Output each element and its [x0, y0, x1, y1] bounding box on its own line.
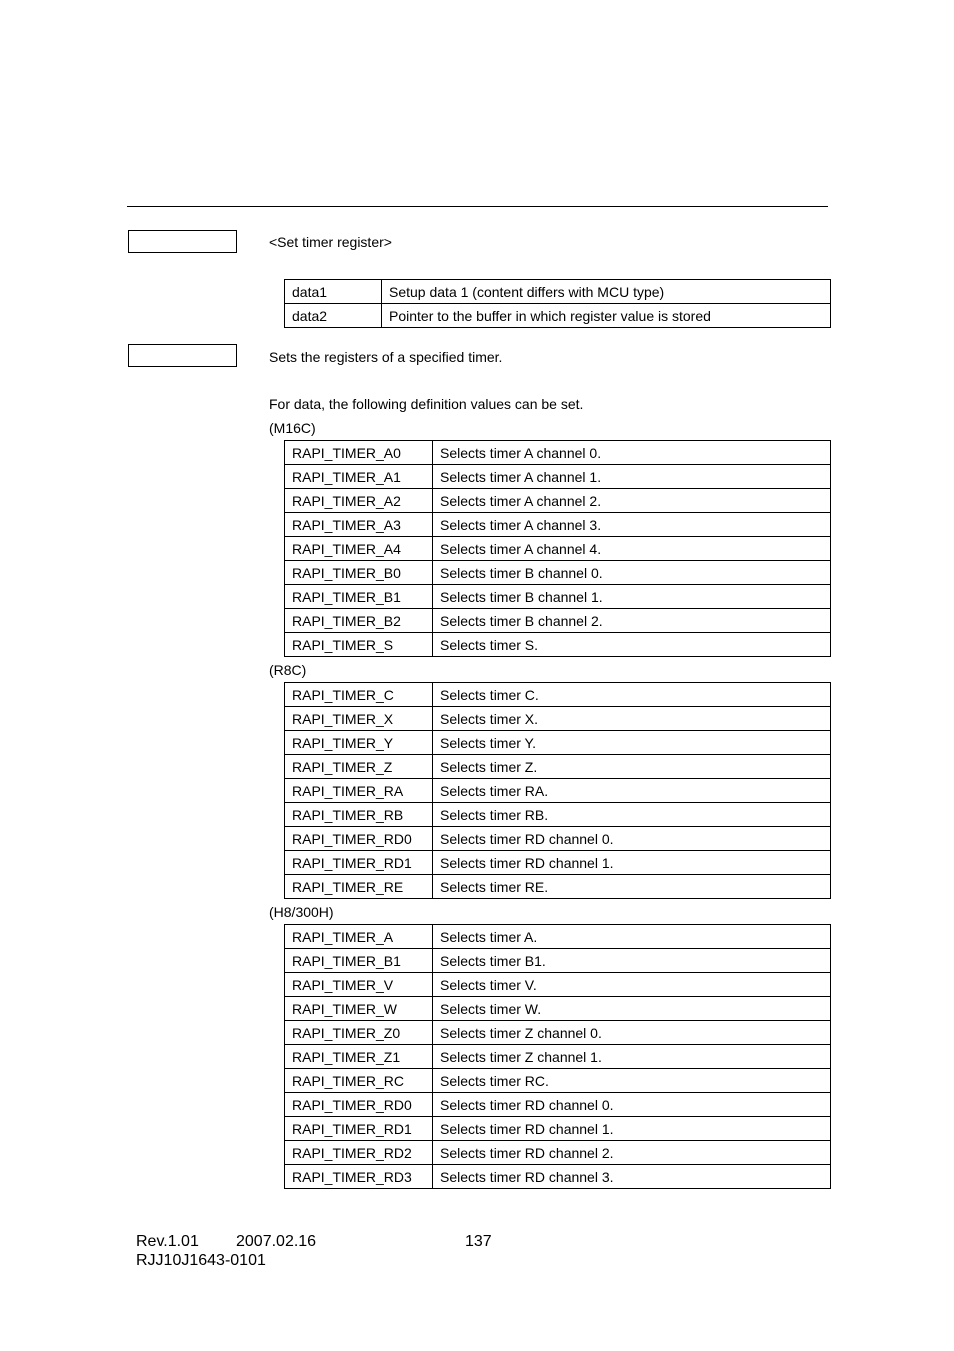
timer-desc: Selects timer RB.	[433, 803, 831, 827]
table-row	[285, 1117, 831, 1141]
footer-page-number: 137	[465, 1233, 492, 1250]
table-row	[285, 489, 831, 513]
timer-name: RAPI_TIMER_RD0	[285, 827, 433, 851]
timer-table-r8c	[284, 682, 831, 899]
timer-desc: Selects timer B channel 0.	[433, 561, 831, 585]
timer-name: RAPI_TIMER_RD1	[285, 851, 433, 875]
timer-desc: Selects timer RD channel 1.	[433, 851, 831, 875]
timer-desc: Selects timer C.	[433, 683, 831, 707]
param-desc: Pointer to the buffer in which register value is stored	[382, 304, 831, 328]
table-row	[285, 1069, 831, 1093]
timer-desc: Selects timer Z.	[433, 755, 831, 779]
timer-name: RAPI_TIMER_RD0	[285, 1093, 433, 1117]
timer-name: RAPI_TIMER_A3	[285, 513, 433, 537]
group-label-r8c: (R8C)	[269, 662, 307, 678]
description-line-1: Sets the registers of a specified timer.	[269, 349, 503, 365]
timer-name: RAPI_TIMER_Z0	[285, 1021, 433, 1045]
timer-desc: Selects timer V.	[433, 973, 831, 997]
timer-name: RAPI_TIMER_S	[285, 633, 433, 657]
timer-name: RAPI_TIMER_RA	[285, 779, 433, 803]
table-row	[285, 683, 831, 707]
timer-name: RAPI_TIMER_RB	[285, 803, 433, 827]
timer-name: RAPI_TIMER_RD1	[285, 1117, 433, 1141]
table-row	[285, 973, 831, 997]
timer-name: RAPI_TIMER_Z1	[285, 1045, 433, 1069]
table-row	[285, 779, 831, 803]
table-row	[285, 827, 831, 851]
group-label-m16c: (M16C)	[269, 420, 316, 436]
timer-desc: Selects timer A channel 2.	[433, 489, 831, 513]
timer-name: RAPI_TIMER_B2	[285, 609, 433, 633]
timer-table-m16c	[284, 440, 831, 657]
timer-name: RAPI_TIMER_B1	[285, 585, 433, 609]
table-row	[285, 537, 831, 561]
table-row	[285, 1021, 831, 1045]
table-row	[285, 731, 831, 755]
table-row	[285, 925, 831, 949]
timer-name: RAPI_TIMER_W	[285, 997, 433, 1021]
header-rule	[127, 206, 828, 207]
timer-desc: Selects timer W.	[433, 997, 831, 1021]
timer-desc: Selects timer B channel 2.	[433, 609, 831, 633]
timer-desc: Selects timer RD channel 2.	[433, 1141, 831, 1165]
table-row	[285, 1093, 831, 1117]
table-row	[285, 633, 831, 657]
table-row	[285, 755, 831, 779]
timer-name: RAPI_TIMER_C	[285, 683, 433, 707]
timer-name: RAPI_TIMER_B0	[285, 561, 433, 585]
timer-name: RAPI_TIMER_RE	[285, 875, 433, 899]
timer-desc: Selects timer RD channel 0.	[433, 827, 831, 851]
timer-desc: Selects timer B1.	[433, 949, 831, 973]
timer-name: RAPI_TIMER_A0	[285, 441, 433, 465]
table-row	[285, 1045, 831, 1069]
group-label-h8-300h: (H8/300H)	[269, 904, 334, 920]
description-label-box	[128, 344, 237, 367]
param-desc: Setup data 1 (content differs with MCU type)	[382, 280, 831, 304]
timer-name: RAPI_TIMER_Y	[285, 731, 433, 755]
param-name: data2	[285, 304, 382, 328]
timer-desc: Selects timer A channel 3.	[433, 513, 831, 537]
table-row	[285, 707, 831, 731]
syntax-text: <Set timer register>	[269, 234, 392, 250]
timer-desc: Selects timer A channel 1.	[433, 465, 831, 489]
timer-desc: Selects timer A channel 4.	[433, 537, 831, 561]
table-row	[285, 875, 831, 899]
table-row	[285, 585, 831, 609]
table-row	[285, 1141, 831, 1165]
timer-name: RAPI_TIMER_Z	[285, 755, 433, 779]
table-row	[285, 609, 831, 633]
timer-name: RAPI_TIMER_RC	[285, 1069, 433, 1093]
table-row	[285, 1165, 831, 1189]
description-line-2: For data, the following definition values can be set.	[269, 396, 584, 412]
timer-name: RAPI_TIMER_RD3	[285, 1165, 433, 1189]
params-table	[284, 279, 831, 328]
timer-name: RAPI_TIMER_A1	[285, 465, 433, 489]
table-row	[285, 997, 831, 1021]
timer-name: RAPI_TIMER_A	[285, 925, 433, 949]
table-row	[285, 561, 831, 585]
table-row	[285, 441, 831, 465]
timer-name: RAPI_TIMER_B1	[285, 949, 433, 973]
footer-document-id: RJJ10J1643-0101	[136, 1252, 266, 1269]
timer-desc: Selects timer RC.	[433, 1069, 831, 1093]
timer-desc: Selects timer RD channel 1.	[433, 1117, 831, 1141]
table-row	[285, 949, 831, 973]
table-row	[285, 851, 831, 875]
timer-name: RAPI_TIMER_X	[285, 707, 433, 731]
timer-desc: Selects timer X.	[433, 707, 831, 731]
footer-date: 2007.02.16	[236, 1233, 317, 1250]
footer-revision: Rev.1.01	[136, 1233, 199, 1250]
table-row	[285, 803, 831, 827]
timer-desc: Selects timer Z channel 0.	[433, 1021, 831, 1045]
table-row	[285, 304, 831, 328]
timer-desc: Selects timer B channel 1.	[433, 585, 831, 609]
timer-table-h8-300h	[284, 924, 831, 1189]
table-row	[285, 513, 831, 537]
timer-desc: Selects timer RD channel 3.	[433, 1165, 831, 1189]
timer-desc: Selects timer RA.	[433, 779, 831, 803]
timer-name: RAPI_TIMER_A4	[285, 537, 433, 561]
timer-name: RAPI_TIMER_V	[285, 973, 433, 997]
timer-desc: Selects timer S.	[433, 633, 831, 657]
timer-desc: Selects timer A.	[433, 925, 831, 949]
timer-desc: Selects timer A channel 0.	[433, 441, 831, 465]
timer-desc: Selects timer RD channel 0.	[433, 1093, 831, 1117]
table-row	[285, 280, 831, 304]
table-row	[285, 465, 831, 489]
timer-desc: Selects timer RE.	[433, 875, 831, 899]
syntax-label-box	[128, 230, 237, 253]
param-name: data1	[285, 280, 382, 304]
timer-desc: Selects timer Z channel 1.	[433, 1045, 831, 1069]
timer-name: RAPI_TIMER_RD2	[285, 1141, 433, 1165]
timer-desc: Selects timer Y.	[433, 731, 831, 755]
timer-name: RAPI_TIMER_A2	[285, 489, 433, 513]
